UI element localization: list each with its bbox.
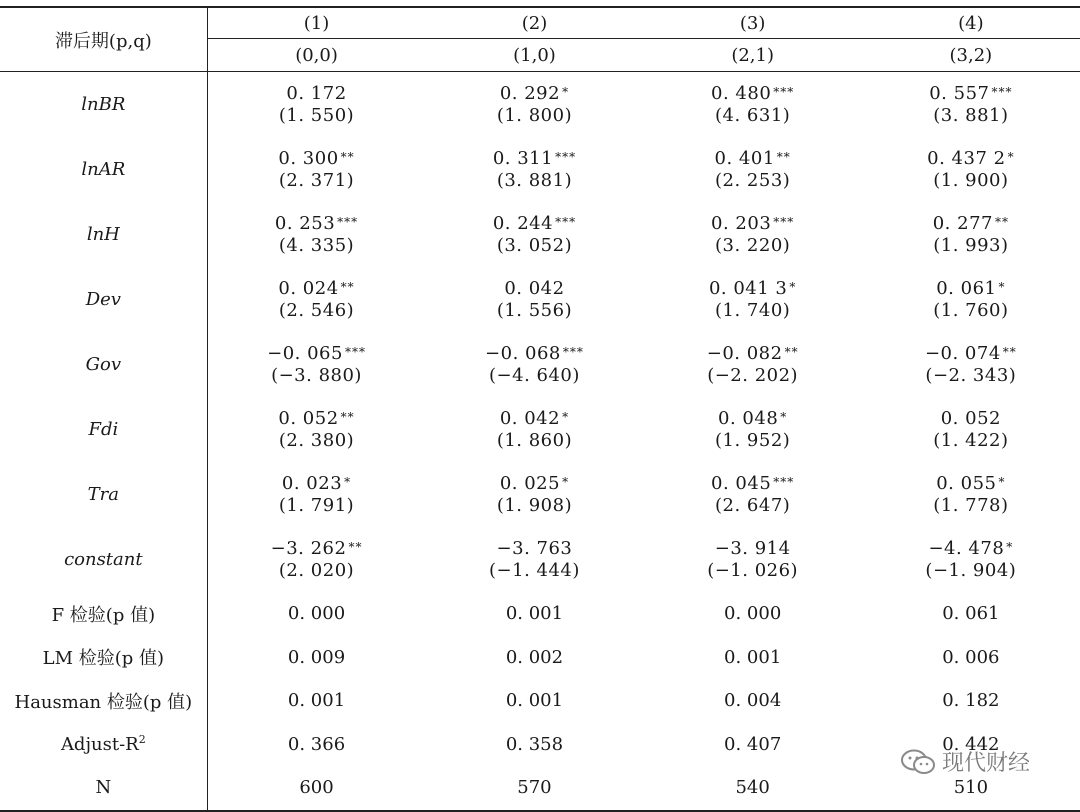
coefficient — [208, 278, 426, 300]
t-statistic: (1. 993) — [933, 234, 1009, 256]
variable-label: constant — [0, 527, 207, 592]
coefficient-value: 0. 055 — [936, 472, 997, 494]
estimate-cell — [425, 332, 643, 397]
variable-label: Dev — [0, 267, 207, 332]
coefficient — [425, 408, 643, 430]
coefficient-value: 0. 023 — [281, 472, 343, 494]
t-statistic: (4. 631) — [715, 104, 791, 126]
coefficient-value: 0. 292 — [499, 82, 561, 104]
coefficient — [862, 343, 1080, 365]
coefficient — [862, 473, 1080, 495]
significance-stars: * — [1006, 539, 1014, 554]
estimate-cell — [862, 397, 1080, 462]
estimate-cell — [425, 202, 643, 267]
estimate-cell — [207, 462, 425, 527]
significance-stars: * — [344, 474, 352, 489]
estimate-cell — [425, 72, 643, 138]
coefficient — [425, 538, 643, 560]
stat-label — [0, 723, 207, 767]
t-statistic: (3. 881) — [933, 104, 1009, 126]
stat-value: 510 — [862, 766, 1080, 811]
significance-stars: *** — [773, 474, 795, 489]
t-statistic: (1. 740) — [715, 299, 791, 321]
table-row — [0, 267, 1080, 332]
stat-value: 0. 407 — [724, 733, 782, 755]
t-statistic: (1. 550) — [278, 104, 355, 126]
stat-value: 0. 366 — [287, 733, 346, 755]
table-row — [0, 397, 1080, 462]
significance-stars: ** — [784, 344, 799, 359]
coefficient-value: 0. 253 — [274, 212, 336, 234]
coefficient-value: −3. 914 — [714, 537, 791, 559]
stat-label: F 检验(p 值) — [0, 592, 207, 636]
estimate-cell — [862, 527, 1080, 592]
significance-stars: *** — [773, 214, 795, 229]
estimate-cell — [862, 72, 1080, 138]
significance-stars: ** — [340, 149, 355, 164]
coefficient-value: −0. 068 — [485, 342, 561, 364]
table-row — [0, 137, 1080, 202]
coefficient — [644, 473, 862, 495]
stat-value: 0. 004 — [724, 690, 782, 712]
estimate-cell — [207, 202, 425, 267]
stat-value: 0. 061 — [942, 603, 1000, 625]
coefficient — [644, 213, 862, 235]
t-statistic: (−3. 880) — [271, 364, 362, 386]
coefficient — [862, 278, 1080, 300]
table-row — [0, 462, 1080, 527]
significance-stars: ** — [340, 279, 355, 294]
estimate-cell — [207, 332, 425, 397]
wechat-icon — [900, 748, 936, 776]
t-statistic: (2. 371) — [278, 169, 355, 191]
coefficient-value: 0. 048 — [718, 407, 779, 429]
t-statistic: (1. 952) — [715, 429, 791, 451]
coefficient — [862, 538, 1080, 560]
coefficient — [644, 343, 862, 365]
estimate-cell — [644, 527, 862, 592]
coefficient-value: −0. 065 — [267, 342, 343, 364]
table-row — [0, 527, 1080, 592]
significance-stars: ** — [776, 149, 791, 164]
model-label: (3) — [644, 7, 862, 39]
stat-value: 600 — [207, 766, 425, 811]
t-statistic: (−1. 026) — [707, 559, 799, 581]
variable-label: lnBR — [0, 72, 207, 138]
estimate-cell — [425, 137, 643, 202]
estimate-cell — [207, 397, 425, 462]
coefficient — [644, 83, 862, 105]
t-statistic: (2. 380) — [278, 429, 355, 451]
variable-label: Tra — [0, 462, 207, 527]
t-statistic: (1. 800) — [496, 104, 573, 126]
t-statistic: (−1. 904) — [925, 559, 1017, 581]
coefficient — [862, 148, 1080, 170]
t-statistic: (−2. 343) — [925, 364, 1017, 386]
model-label: (4) — [862, 7, 1080, 39]
estimate-cell — [862, 202, 1080, 267]
adjust-r2-superscript: 2 — [138, 733, 146, 747]
lag-value: (0,0) — [207, 39, 425, 72]
coefficient-value: 0. 172 — [286, 82, 347, 104]
significance-stars: *** — [562, 344, 584, 359]
coefficient-value: 0. 045 — [711, 472, 772, 494]
coefficient-value: −4. 478 — [928, 537, 1005, 559]
watermark — [900, 746, 1030, 777]
stat-value: 0. 002 — [505, 646, 564, 668]
coefficient — [425, 473, 643, 495]
significance-stars: *** — [555, 149, 577, 164]
t-statistic: (1. 556) — [496, 299, 573, 321]
coefficient-value: −3. 262 — [270, 537, 347, 559]
coefficient-value: 0. 024 — [278, 277, 339, 299]
coefficient-value: 0. 480 — [711, 82, 772, 104]
stat-label: Hausman 检验(p 值) — [0, 679, 207, 723]
table-row — [0, 592, 1080, 636]
stat-label: N — [0, 766, 207, 811]
coefficient — [425, 343, 643, 365]
coefficient-value: 0. 277 — [932, 212, 993, 234]
regression-table — [0, 6, 1080, 812]
significance-stars: * — [780, 409, 788, 424]
header-row-models — [0, 7, 1080, 39]
coefficient-value: −0. 074 — [924, 342, 1001, 364]
table-row — [0, 332, 1080, 397]
t-statistic: (3. 052) — [496, 234, 573, 256]
t-statistic: (1. 778) — [933, 494, 1009, 516]
significance-stars: *** — [337, 214, 359, 229]
coefficient — [208, 83, 426, 105]
t-statistic: (−1. 444) — [489, 559, 580, 581]
t-statistic: (2. 647) — [715, 494, 791, 516]
t-statistic: (−2. 202) — [707, 364, 799, 386]
table-body — [0, 7, 1080, 811]
estimate-cell — [207, 527, 425, 592]
coefficient — [425, 148, 643, 170]
t-statistic: (1. 900) — [933, 169, 1009, 191]
estimate-cell — [644, 397, 862, 462]
t-statistic: (1. 422) — [933, 429, 1009, 451]
coefficient-value: 0. 557 — [929, 82, 990, 104]
coefficient — [862, 213, 1080, 235]
lag-label: 滞后期(p,q) — [0, 7, 207, 72]
t-statistic: (2. 020) — [278, 559, 355, 581]
significance-stars: * — [998, 279, 1006, 294]
stat-value: 0. 000 — [724, 603, 782, 625]
coefficient-value: 0. 052 — [278, 407, 339, 429]
estimate-cell — [862, 137, 1080, 202]
adjust-r2-label: Adjust-R — [60, 734, 139, 756]
stat-value: 0. 182 — [942, 690, 1000, 712]
stat-value: 0. 009 — [287, 646, 346, 668]
lag-value: (1,0) — [425, 39, 643, 72]
watermark-text: 现代财经 — [942, 751, 1031, 776]
variable-label: Fdi — [0, 397, 207, 462]
estimate-cell — [425, 397, 643, 462]
t-statistic: (2. 546) — [278, 299, 355, 321]
estimate-cell — [207, 267, 425, 332]
coefficient — [425, 83, 643, 105]
coefficient-value: 0. 025 — [499, 472, 561, 494]
t-statistic: (2. 253) — [715, 169, 791, 191]
coefficient-value: 0. 244 — [492, 212, 554, 234]
significance-stars: *** — [773, 84, 795, 99]
stat-value: 0. 001 — [505, 690, 564, 712]
stat-value: 0. 001 — [724, 646, 782, 668]
estimate-cell — [644, 72, 862, 138]
coefficient-value: −0. 082 — [706, 342, 783, 364]
significance-stars: * — [562, 84, 570, 99]
estimate-cell — [644, 202, 862, 267]
significance-stars: ** — [340, 409, 355, 424]
estimate-cell — [207, 137, 425, 202]
significance-stars: * — [998, 474, 1006, 489]
stat-value: 0. 000 — [287, 603, 346, 625]
estimate-cell — [644, 137, 862, 202]
coefficient — [644, 538, 862, 560]
lag-value: (2,1) — [644, 39, 862, 72]
coefficient-value: 0. 052 — [940, 407, 1001, 429]
coefficient — [208, 343, 426, 365]
table-row — [0, 679, 1080, 723]
table-row — [0, 72, 1080, 138]
significance-stars: * — [789, 279, 797, 294]
model-label: (2) — [425, 7, 643, 39]
coefficient-value: 0. 437 2 — [927, 147, 1006, 169]
coefficient — [862, 408, 1080, 430]
table-row — [0, 636, 1080, 680]
significance-stars: * — [562, 409, 570, 424]
t-statistic: (−4. 640) — [489, 364, 580, 386]
significance-stars: *** — [555, 214, 577, 229]
coefficient — [208, 213, 426, 235]
t-statistic: (1. 760) — [933, 299, 1009, 321]
stat-value: 0. 358 — [505, 733, 564, 755]
coefficient-value: 0. 041 3 — [708, 277, 788, 299]
variable-label: lnAR — [0, 137, 207, 202]
t-statistic: (1. 908) — [496, 494, 573, 516]
stat-value: 0. 442 — [942, 733, 1000, 755]
estimate-cell — [425, 462, 643, 527]
coefficient-value: 0. 203 — [711, 212, 772, 234]
estimate-cell — [862, 332, 1080, 397]
coefficient-value: 0. 401 — [714, 147, 775, 169]
table-row — [0, 202, 1080, 267]
stat-value: 0. 001 — [505, 603, 564, 625]
estimate-cell — [644, 267, 862, 332]
variable-label: lnH — [0, 202, 207, 267]
coefficient — [644, 148, 862, 170]
coefficient — [425, 278, 643, 300]
coefficient-value: 0. 042 — [499, 407, 561, 429]
variable-label: Gov — [0, 332, 207, 397]
significance-stars: ** — [348, 539, 363, 554]
estimate-cell — [644, 462, 862, 527]
estimate-cell — [425, 527, 643, 592]
estimate-cell — [862, 267, 1080, 332]
significance-stars: * — [562, 474, 570, 489]
stat-label: LM 检验(p 值) — [0, 636, 207, 680]
significance-stars: * — [1007, 149, 1015, 164]
t-statistic: (3. 881) — [496, 169, 573, 191]
stat-value: 0. 006 — [942, 646, 1000, 668]
stat-value: 540 — [644, 766, 862, 811]
coefficient — [425, 213, 643, 235]
estimate-cell — [644, 332, 862, 397]
significance-stars: *** — [344, 344, 366, 359]
coefficient — [208, 148, 426, 170]
t-statistic: (1. 860) — [496, 429, 573, 451]
coefficient-value: 0. 042 — [504, 277, 565, 299]
t-statistic: (3. 220) — [715, 234, 791, 256]
estimate-cell — [425, 267, 643, 332]
coefficient — [862, 83, 1080, 105]
model-label: (1) — [207, 7, 425, 39]
stat-value: 570 — [425, 766, 643, 811]
significance-stars: ** — [995, 214, 1009, 229]
coefficient-value: 0. 300 — [278, 147, 339, 169]
significance-stars: *** — [991, 84, 1013, 99]
significance-stars: ** — [1002, 344, 1017, 359]
coefficient-value: 0. 061 — [936, 277, 997, 299]
coefficient — [208, 473, 426, 495]
coefficient — [644, 408, 862, 430]
estimate-cell — [207, 72, 425, 138]
coefficient — [208, 538, 426, 560]
coefficient-value: 0. 311 — [492, 147, 554, 169]
stat-value: 0. 001 — [287, 690, 346, 712]
coefficient — [644, 278, 862, 300]
lag-value: (3,2) — [862, 39, 1080, 72]
t-statistic: (4. 335) — [278, 234, 355, 256]
t-statistic: (1. 791) — [278, 494, 355, 516]
estimate-cell — [862, 462, 1080, 527]
coefficient — [208, 408, 426, 430]
coefficient-value: −3. 763 — [496, 537, 573, 559]
